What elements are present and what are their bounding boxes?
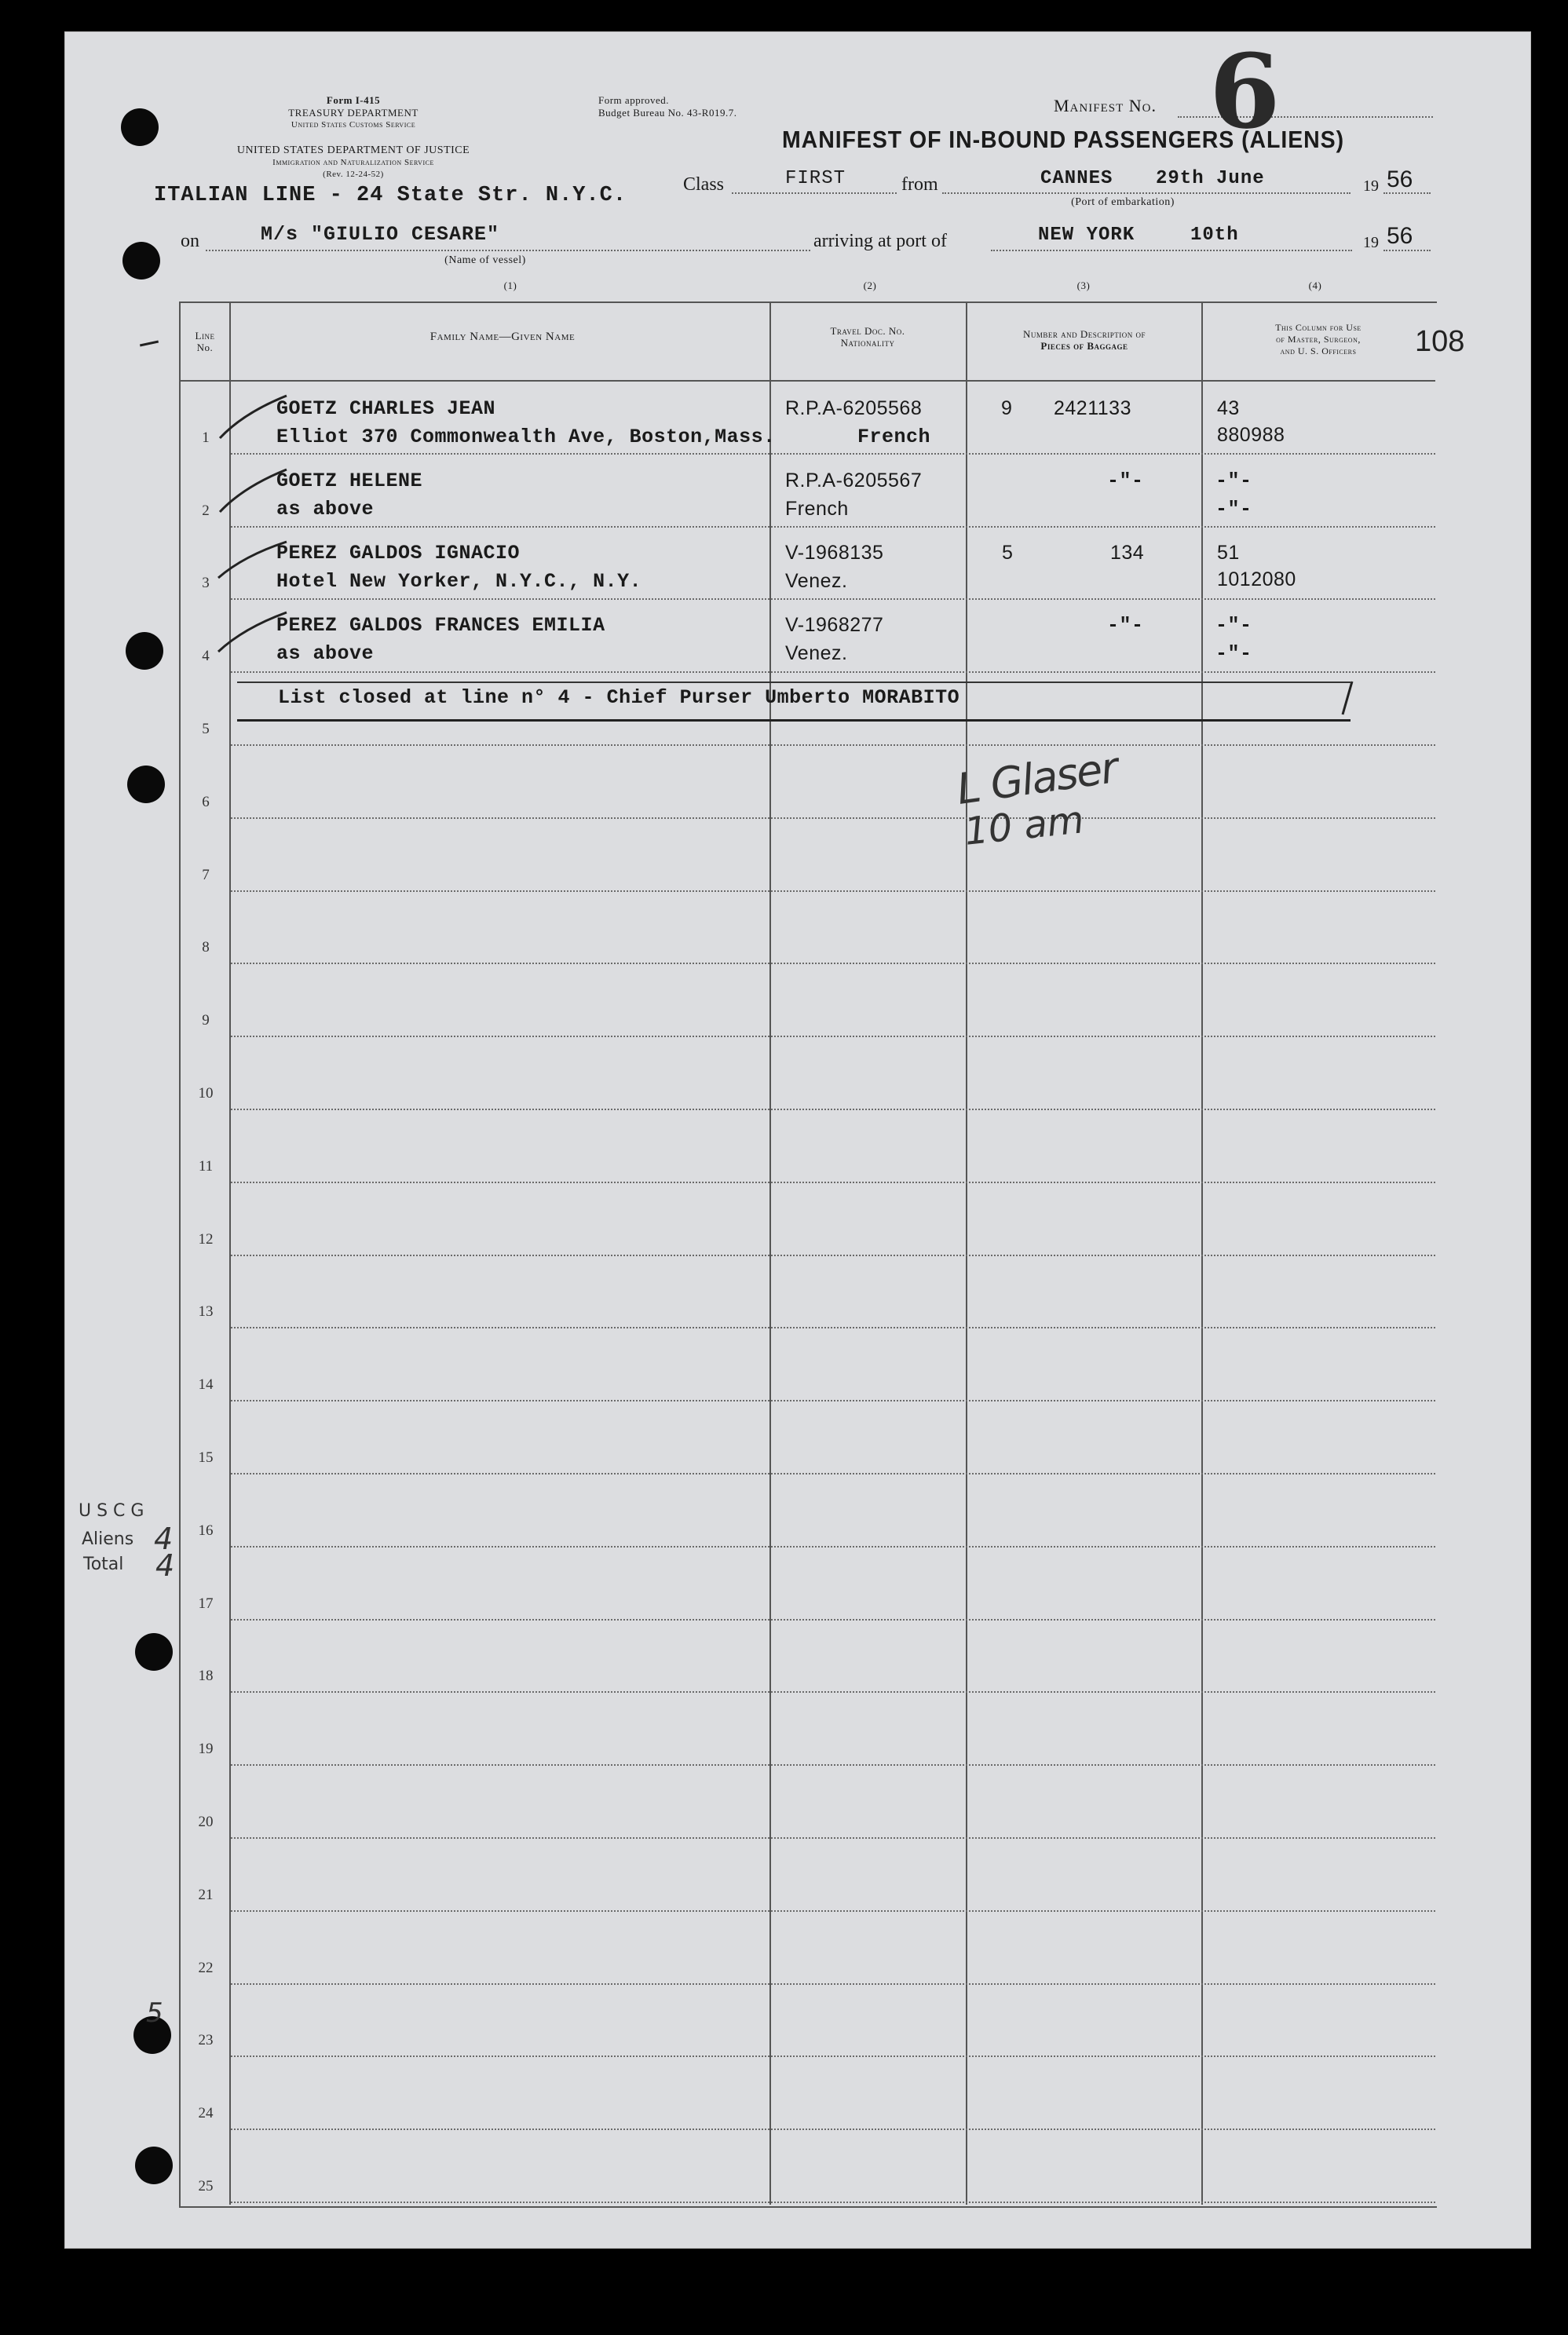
line-number: 18 (198, 1668, 214, 1685)
check-marks (212, 389, 306, 672)
travel-doc-number: V-1968135 (785, 542, 884, 564)
total-label: Total (83, 1555, 124, 1574)
closing-note: List closed at line n° 4 - Chief Purser Umberto MORABITO (278, 686, 960, 709)
family-name-header: Family Name—Given Name (429, 331, 576, 343)
officers-header-2: of Master, Surgeon, (1276, 334, 1361, 345)
passenger-name: PEREZ GALDOS FRANCES EMILIA (276, 614, 605, 637)
nationality: Venez. (785, 642, 848, 664)
budget-bureau: Budget Bureau No. 43-R019.7. (598, 107, 737, 119)
baggage-count: 9 (1001, 397, 1013, 419)
punch-hole (126, 632, 163, 670)
nationality: Venez. (785, 570, 848, 592)
officers-header-3: and U. S. Officers (1280, 345, 1357, 356)
row-rule (231, 1400, 1435, 1401)
justice-department: UNITED STATES DEPARTMENT OF JUSTICE (236, 144, 470, 156)
form-approved: Form approved. (598, 94, 670, 106)
from-value: CANNES (1040, 168, 1113, 189)
immigration-service: Immigration and Naturalization Service (272, 158, 434, 167)
punch-hole (122, 242, 160, 280)
row-rule (231, 1473, 1435, 1474)
baggage-header-1: Number and Description of (1022, 328, 1146, 340)
aliens-count: 4 (154, 1522, 174, 1556)
line-number: 13 (198, 1303, 214, 1321)
arriving-label: arriving at port of (813, 231, 947, 251)
manifest-number-value: 6 (1209, 31, 1281, 152)
class-line (732, 192, 897, 194)
punch-hole (127, 766, 165, 803)
from-line (942, 192, 1351, 194)
vessel-name: M/s "GIULIO CESARE" (261, 223, 500, 246)
check-mark-icon (220, 470, 287, 512)
travel-doc-number: R.P.A-6205567 (785, 470, 923, 491)
row-rule (231, 2129, 1435, 2130)
row-rule (231, 1327, 1435, 1328)
from-label: from (901, 174, 938, 195)
baggage-description: 134 (1110, 542, 1145, 564)
total-count: 4 (155, 1548, 175, 1583)
line-number: 6 (202, 793, 210, 810)
baggage-description: -"- (1107, 614, 1144, 637)
passenger-address: as above (276, 642, 375, 665)
row-rule (231, 890, 1435, 892)
port-of-embarkation-note: (Port of embarkation) (1071, 196, 1175, 208)
line-number: 10 (198, 1085, 214, 1102)
line-number: 8 (202, 939, 210, 956)
line-number: 22 (198, 1959, 214, 1976)
officer-entry-2: -"- (1215, 642, 1252, 665)
vessel-line (206, 250, 810, 251)
line-number: 25 (198, 2178, 214, 2194)
inspection-time: 10 am (962, 798, 1087, 854)
row-rule (231, 1691, 1435, 1693)
form-number: Form I-415 (326, 94, 381, 106)
officers-header (1206, 322, 1431, 357)
line-number: 4 (202, 648, 210, 665)
customs-service: United States Customs Service (291, 120, 416, 130)
row-rule (231, 671, 1435, 673)
row-rule (231, 2055, 1435, 2057)
year-prefix: 19 (1363, 177, 1379, 195)
page-reference: 108 (1415, 325, 1465, 358)
nationality: French (857, 426, 931, 448)
uscg-note: U S C G (79, 1501, 144, 1521)
row-rule (231, 963, 1435, 964)
line-number: 2 (202, 502, 210, 519)
line-no-header (181, 330, 229, 353)
embark-year: 56 (1387, 166, 1413, 192)
passenger-address: Elliot 370 Commonwealth Ave, Boston,Mass. (276, 426, 776, 448)
manifest-title: MANIFEST OF IN-BOUND PASSENGERS (ALIENS) (782, 126, 1345, 153)
passenger-name: GOETZ CHARLES JEAN (276, 397, 496, 420)
row-rule (231, 1983, 1435, 1985)
arrival-line (991, 250, 1352, 251)
closing-bracket-mark (1335, 680, 1358, 719)
passenger-address: Hotel New Yorker, N.Y.C., N.Y. (276, 570, 642, 593)
shipping-company: ITALIAN LINE - 24 State Str. N.Y.C. (154, 184, 627, 207)
row-rule (231, 744, 1435, 746)
nationality: French (785, 498, 849, 520)
column-number-2: (2) (863, 280, 877, 291)
aliens-label: Aliens (82, 1529, 134, 1549)
officer-entry-1: 51 (1217, 542, 1240, 564)
column-divider (769, 301, 771, 2205)
arrival-year-prefix: 19 (1363, 234, 1379, 251)
baggage-description: -"- (1107, 470, 1144, 492)
column-number-1: (1) (503, 280, 517, 291)
line-number: 5 (202, 721, 210, 737)
row-rule (231, 1837, 1435, 1839)
manifest-number-label: Manifest No. (1054, 96, 1157, 115)
header-rule (179, 380, 1435, 382)
row-rule (231, 1546, 1435, 1548)
row-rule (231, 1182, 1435, 1183)
line-number: 1 (202, 429, 210, 446)
column-divider (966, 301, 967, 2205)
travel-doc-header-2: Nationality (840, 337, 895, 349)
line-number: 12 (198, 1230, 214, 1248)
line-header-2: No. (196, 342, 214, 353)
line-number: 15 (198, 1449, 214, 1466)
row-rule (231, 817, 1435, 819)
travel-doc-header (777, 325, 958, 349)
travel-doc-number: R.P.A-6205568 (785, 397, 923, 419)
revision-date: (Rev. 12-24-52) (323, 170, 384, 179)
class-value: FIRST (785, 168, 846, 189)
baggage-header-2: Pieces of Baggage (1040, 340, 1128, 352)
check-mark-icon (218, 612, 287, 652)
officer-entry-1: -"- (1215, 470, 1252, 492)
row-rule (231, 1910, 1435, 1912)
line-number: 19 (198, 1741, 214, 1758)
check-mark-icon (218, 542, 287, 578)
travel-doc-header-1: Travel Doc. No. (830, 325, 905, 337)
baggage-header (970, 328, 1198, 352)
row-rule (231, 1619, 1435, 1621)
officer-signature: L Glaser (953, 743, 1120, 814)
baggage-count: 5 (1002, 542, 1014, 564)
officer-entry-2: -"- (1215, 498, 1252, 521)
arrival-year-line (1383, 250, 1431, 251)
punch-hole (135, 1633, 173, 1671)
officer-entry-1: -"- (1215, 614, 1252, 637)
check-mark-icon (220, 396, 287, 438)
line-number: 20 (198, 1814, 214, 1830)
row-rule (231, 1109, 1435, 1110)
margin-mark: 5 (146, 1997, 163, 2029)
row-rule (231, 598, 1435, 600)
column-divider (1201, 301, 1203, 2205)
row-rule (231, 1255, 1435, 1256)
year-line (1383, 192, 1431, 194)
officer-entry-2: 1012080 (1217, 568, 1296, 590)
embark-date: 29th June (1156, 168, 1265, 189)
class-label: Class (683, 174, 725, 195)
arrival-port: NEW YORK (1038, 225, 1135, 246)
line-number: 24 (198, 2105, 214, 2122)
line-number: 14 (198, 1376, 214, 1394)
arrival-year: 56 (1387, 223, 1413, 249)
line-number: 9 (202, 1012, 210, 1029)
travel-doc-number: V-1968277 (785, 614, 884, 636)
line-number: 7 (202, 866, 210, 883)
officer-entry-1: 43 (1217, 397, 1240, 419)
row-rule (231, 1764, 1435, 1766)
line-number: 23 (198, 2032, 214, 2049)
row-rule (231, 1036, 1435, 1037)
passenger-address: as above (276, 498, 375, 521)
punch-hole (135, 2147, 173, 2184)
passenger-name: PEREZ GALDOS IGNACIO (276, 542, 521, 565)
row-rule (231, 526, 1435, 528)
row-rule (231, 2202, 1435, 2203)
line-number: 11 (198, 1157, 214, 1175)
line-header-1: Line (195, 330, 215, 342)
line-number: 21 (198, 1886, 214, 1903)
line-number: 17 (198, 1595, 214, 1612)
line-number: 3 (202, 575, 210, 592)
column-number-3: (3) (1076, 280, 1091, 291)
officers-header-1: This Column for Use (1275, 322, 1361, 333)
on-label: on (181, 231, 199, 251)
arrival-date: 10th (1190, 225, 1239, 246)
line-number: 16 (198, 1522, 214, 1539)
column-number-4: (4) (1308, 280, 1322, 291)
officer-entry-2: 880988 (1217, 424, 1285, 446)
passenger-name: GOETZ HELENE (276, 470, 423, 492)
punch-hole (121, 108, 159, 146)
row-rule (231, 453, 1435, 455)
vessel-name-note: (Name of vessel) (444, 254, 526, 266)
treasury-department: TREASURY DEPARTMENT (288, 107, 418, 119)
baggage-description: 2421133 (1054, 397, 1131, 419)
